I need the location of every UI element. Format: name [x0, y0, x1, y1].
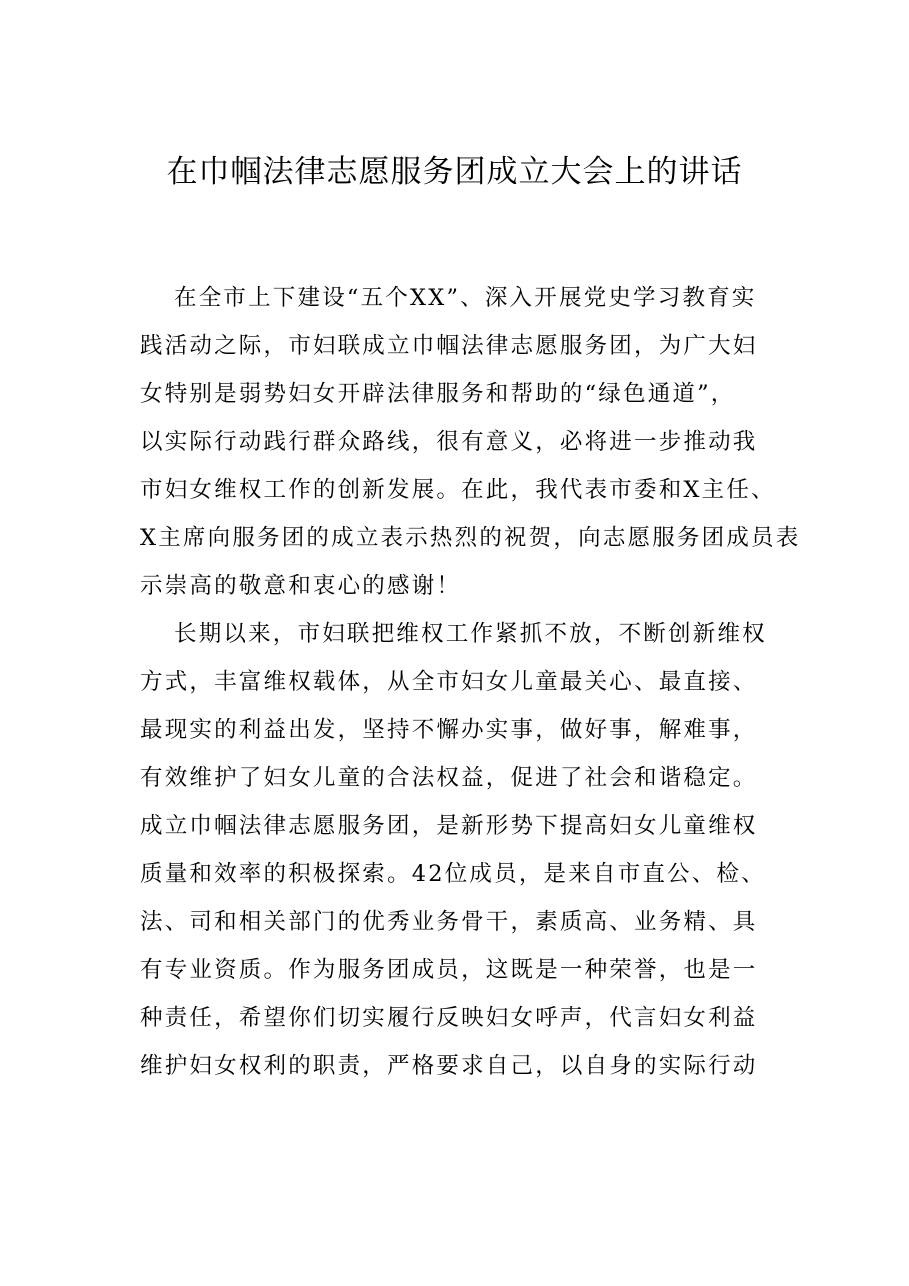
paragraph-1-line-7: 示崇高的敬意和衷心的感谢！	[140, 573, 462, 599]
paragraph-2-line-9: 种责任，希望你们切实履行反映妇女呼声，代言妇女利益	[140, 1005, 758, 1031]
paragraph-2-line-3: 最现实的利益出发，坚持不懈办实事，做好事，解难事，	[140, 717, 758, 743]
paragraph-1-line-5: 市妇女维权工作的创新发展。在此，我代表市委和X主任、	[140, 477, 776, 503]
paragraph-1-line-4: 以实际行动践行群众路线，很有意义，必将进一步推动我	[140, 429, 758, 455]
paragraph-1-line-3: 女特别是弱势妇女开辟法律服务和帮助的“绿色通道”，	[140, 381, 736, 407]
document-body	[140, 283, 801, 1099]
paragraph-1-line-6: X主席向服务团的成立表示热烈的祝贺，向志愿服务团成员表	[140, 525, 801, 551]
paragraph-2-line-1: 长期以来，市妇联把维权工作紧抓不放，不断创新维权	[174, 621, 767, 647]
paragraph-1-line-2: 践活动之际，市妇联成立巾帼法律志愿服务团，为广大妇	[140, 333, 758, 359]
paragraph-2-line-5: 成立巾帼法律志愿服务团，是新形势下提高妇女儿童维权	[140, 813, 758, 839]
paragraph-2-line-7: 法、司和相关部门的优秀业务骨干，素质高、业务精、具	[140, 909, 758, 935]
paragraph-2-line-8: 有专业资质。作为服务团成员，这既是一种荣誉，也是一	[140, 957, 758, 983]
paragraph-2-line-4: 有效维护了妇女儿童的合法权益，促进了社会和谐稳定。	[140, 765, 758, 791]
paragraph-2-line-10: 维护妇女权利的职责，严格要求自己，以自身的实际行动	[140, 1053, 758, 1079]
paragraph-1-line-1: 在全市上下建设“五个XX”、深入开展党史学习教育实	[174, 285, 757, 311]
document-title: 在巾帼法律志愿服务团成立大会上的讲话	[166, 154, 743, 190]
paragraph-2-line-2: 方式，丰富维权载体，从全市妇女儿童最关心、最直接、	[140, 669, 758, 695]
paragraph-2-line-6: 质量和效率的积极探索。42位成员，是来自市直公、检、	[140, 861, 766, 887]
